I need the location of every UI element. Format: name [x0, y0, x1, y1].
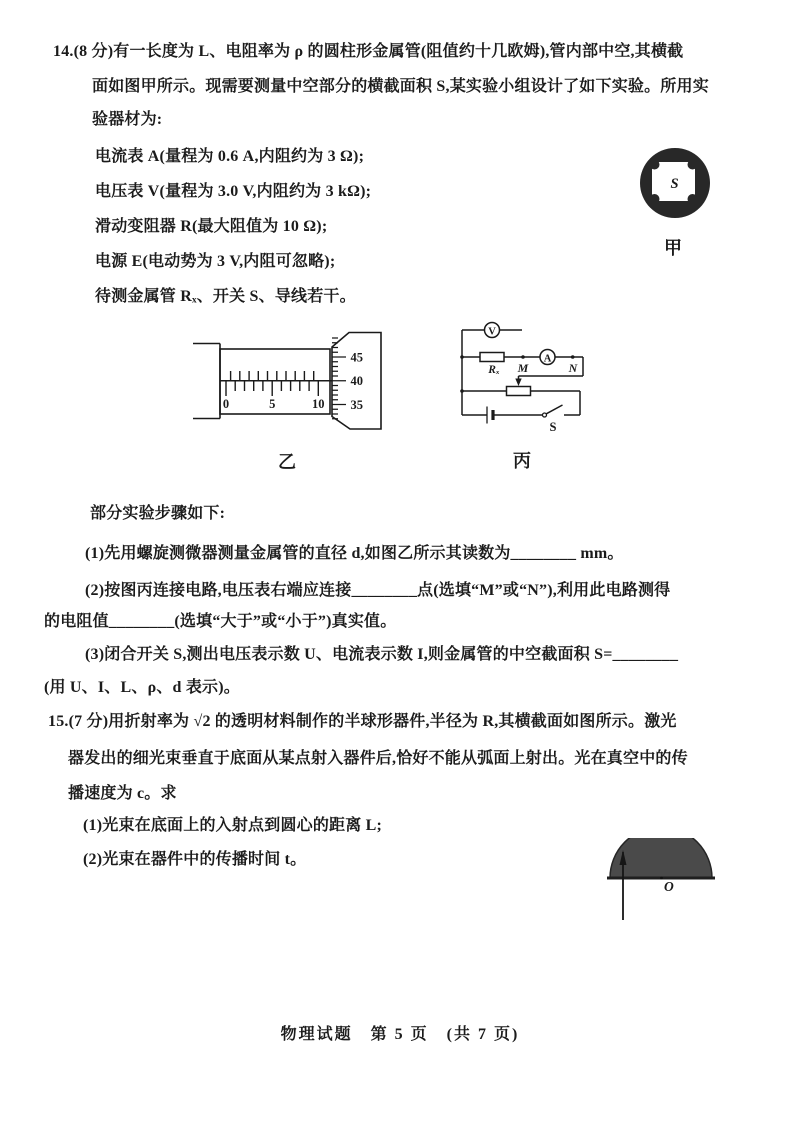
- figure-bing-caption: 丙: [513, 451, 531, 471]
- battery-icon: [487, 407, 493, 424]
- svg-text:35: 35: [350, 398, 363, 412]
- equipment-item: 电源 E(电动势为 3 V,内阻可忽略);: [95, 253, 336, 270]
- q15-line-1: 15.(7 分)用折射率为 √2 的透明材料制作的半球形器件,半径为 R,其横截面如图所示。激光: [48, 713, 677, 730]
- switch-label: S: [549, 420, 557, 434]
- q14-line-2: 面如图甲所示。现需要测量中空部分的横截面积 S,某实验小组设计了如下实验。所用实: [92, 78, 709, 95]
- sleeve-scale-labels: [223, 397, 325, 411]
- center-o-label: O: [664, 879, 674, 894]
- svg-text:10: 10: [312, 397, 325, 411]
- q14-step-3-line-2: (用 U、I、L、ρ、d 表示)。: [44, 679, 240, 696]
- equipment-item: 电压表 V(量程为 3.0 V,内阻约为 3 kΩ);: [95, 183, 372, 200]
- tube-cross-section-figure: [635, 143, 715, 223]
- figure-jia-caption: 甲: [664, 238, 682, 258]
- q15-sub-2: (2)光束在器件中的传播时间 t。: [83, 851, 307, 868]
- equipment-item: 滑动变阻器 R(最大阻值为 10 Ω);: [95, 218, 328, 235]
- q14-steps-intro: 部分实验步骤如下:: [90, 505, 226, 522]
- svg-text:5: 5: [269, 397, 276, 411]
- ammeter-label: A: [543, 353, 552, 365]
- thimble-ticks: [332, 338, 346, 419]
- page-footer: 物理试题 第 5 页 (共 7 页): [280, 1026, 520, 1043]
- voltmeter-label: V: [488, 326, 496, 338]
- switch-icon: [543, 405, 563, 417]
- thimble-scale-labels: [351, 351, 364, 413]
- svg-text:45: 45: [350, 350, 363, 365]
- circuit-figure: [450, 313, 600, 435]
- q14-line-3: 验器材为:: [92, 111, 163, 128]
- q15-line-3: 播速度为 c。求: [68, 785, 177, 802]
- q14-step-2-line-1: (2)按图丙连接电路,电压表右端应连接________点(选填“M”或“N”),利用此电路测得: [85, 582, 671, 599]
- hole-area-label: S: [670, 176, 679, 192]
- equipment-item: 待测金属管 Rₓ、开关 S、导线若干。: [95, 288, 356, 305]
- q15-line-2: 器发出的细光束垂直于底面从某点射入器件后,恰好不能从弧面上射出。光在真空中的传: [68, 750, 688, 767]
- sleeve-ticks: [226, 371, 318, 396]
- equipment-item: 电流表 A(量程为 0.6 A,内阻约为 3 Ω);: [95, 148, 365, 165]
- hemisphere-figure: [598, 838, 723, 934]
- hemisphere-body: [610, 838, 712, 878]
- resistor-label: Rₓ: [488, 364, 500, 376]
- rheostat-icon: [507, 387, 531, 396]
- figure-yi-caption: 乙: [278, 452, 296, 472]
- q15-sub-1: (1)光束在底面上的入射点到圆心的距离 L;: [83, 817, 383, 834]
- svg-text:40: 40: [350, 374, 363, 388]
- svg-text:0: 0: [222, 397, 230, 411]
- q14-step-2-line-2: 的电阻值________(选填“大于”或“小于”)真实值。: [44, 613, 397, 630]
- point-n-label: N: [568, 361, 578, 375]
- center-point: [660, 877, 663, 880]
- q14-step-1: (1)先用螺旋测微器测量金属管的直径 d,如图乙所示其读数为________ mm。: [85, 545, 624, 562]
- micrometer-figure: [185, 320, 400, 435]
- q14-step-3-line-1: (3)闭合开关 S,测出电压表示数 U、电流表示数 I,则金属管的中空截面积 S=________: [85, 646, 679, 663]
- q14-line-1: 14.(8 分)有一长度为 L、电阻率为 ρ 的圆柱形金属管(阻值约十几欧姆),管内部中空,其横截: [53, 43, 684, 60]
- rheostat-slider-arrow: [515, 379, 521, 387]
- resistor-icon: [480, 353, 504, 362]
- point-m-label: M: [517, 361, 529, 375]
